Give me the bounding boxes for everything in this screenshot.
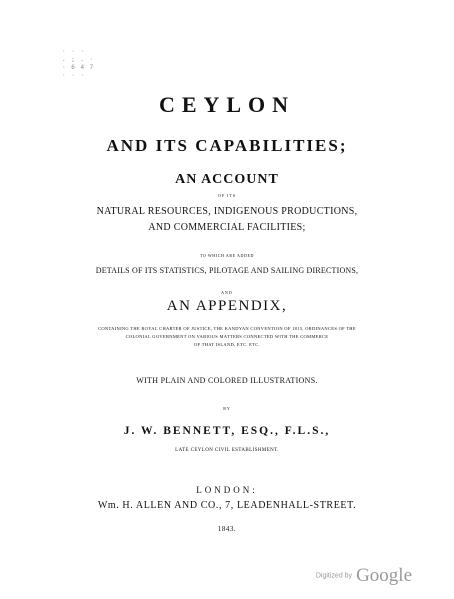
appendix-contents-line: CONTAINING THE ROYAL CHARTER OF JUSTICE, THE KANDYAN CONVENTION OF 1815, ORDINANCES OF THE: [98, 326, 356, 331]
appendix-heading: AN APPENDIX,: [166, 298, 288, 314]
imprint-city: LONDON:: [196, 485, 258, 495]
book-title: CEYLON: [158, 92, 296, 117]
author-affiliation: LATE CEYLON CIVIL ESTABLISHMENT.: [175, 448, 279, 453]
facilities-line: AND COMMERCIAL FACILITIES;: [148, 222, 306, 233]
stamp-line: · · ·: [62, 72, 86, 79]
digitized-by-label: Digitized by: [315, 572, 353, 580]
and-connector: AND: [221, 290, 233, 295]
details-line: DETAILS OF ITS STATISTICS, PILOTAGE AND SAILING DIRECTIONS,: [95, 266, 359, 275]
book-subtitle: AND ITS CAPABILITIES;: [106, 136, 348, 155]
stamp-line: · · ·: [62, 48, 86, 55]
author-name: J. W. BENNETT, ESQ., F.L.S.,: [123, 425, 331, 437]
an-account-heading: AN ACCOUNT: [175, 172, 279, 187]
appendix-contents-line: COLONIAL GOVERNMENT ON VARIOUS MATTERS CONNECTED WITH THE COMMERCE: [125, 334, 329, 339]
appendix-contents-line: OF THAT ISLAND, ETC. ETC.: [194, 342, 260, 347]
imprint-publisher: Wm. H. ALLEN AND CO., 7, LEADENHALL-STREET.: [97, 500, 357, 511]
illustrations-note: WITH PLAIN AND COLORED ILLUSTRATIONS.: [136, 376, 318, 385]
imprint-year: 1843.: [217, 525, 237, 533]
google-logo: Google: [356, 565, 412, 586]
appendix-contents: [0, 325, 454, 349]
stamp-line: · 6 4 7: [62, 64, 95, 71]
of-its-connector: OF ITS: [217, 193, 237, 198]
digitized-watermark: [316, 565, 412, 587]
to-which-connector: TO WHICH ARE ADDED: [199, 253, 255, 258]
resources-line: NATURAL RESOURCES, INDIGENOUS PRODUCTIONS,: [96, 206, 358, 217]
by-connector: BY: [223, 406, 231, 411]
stamp-line: . ; . ·: [62, 56, 95, 63]
library-stamp: [62, 48, 102, 80]
